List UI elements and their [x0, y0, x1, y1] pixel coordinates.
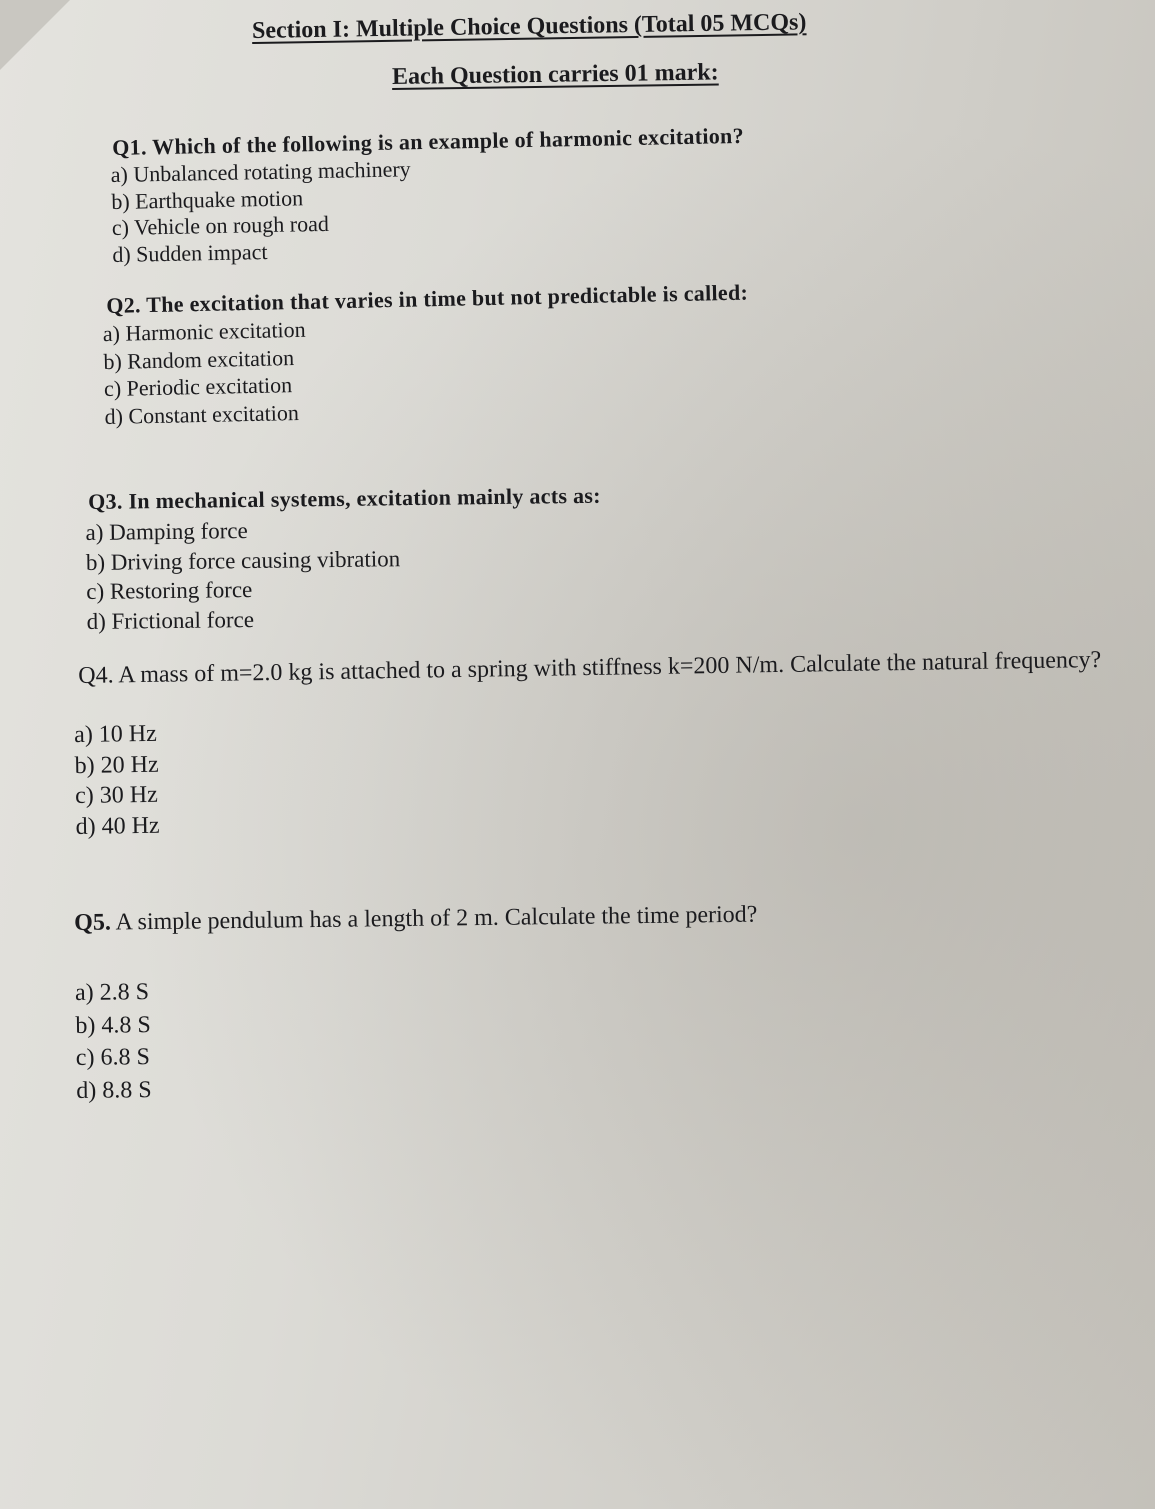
option-a: a) 10 Hz	[73, 720, 158, 749]
marks-note: Each Question carries 01 mark:	[391, 59, 719, 90]
option-d: d) Sudden impact	[112, 238, 268, 267]
question-1	[112, 122, 746, 268]
option-a: a) Harmonic excitation	[102, 316, 306, 347]
question-text: Q4. A mass of m=2.0 kg is attached to a spring with stiffness k=200 N/m. Calculate the natural frequency?	[78, 646, 1102, 689]
option-c: c) 30 Hz	[74, 781, 158, 810]
question-number: Q5.	[74, 909, 112, 936]
question-3	[85, 482, 602, 636]
options-list	[102, 307, 751, 430]
option-a: a) Unbalanced rotating machinery	[110, 156, 411, 188]
option-c: c) Restoring force	[86, 577, 253, 605]
question-5	[74, 899, 760, 1107]
options-list	[75, 969, 760, 1107]
option-d: d) Frictional force	[86, 606, 255, 634]
option-c: c) Periodic excitation	[103, 372, 293, 402]
section-title: Section I: Multiple Choice Questions (Total 05 MCQs)	[251, 9, 807, 44]
question-text: Q3. In mechanical systems, excitation mainly acts as:	[88, 482, 601, 514]
option-b: b) Random excitation	[103, 344, 295, 374]
question-4	[73, 643, 1151, 842]
option-b: b) Earthquake motion	[111, 184, 304, 214]
question-text-line	[74, 899, 758, 939]
option-b: b) 20 Hz	[74, 751, 159, 779]
options-list	[85, 512, 602, 636]
option-c: c) Vehicle on rough road	[111, 210, 330, 241]
option-b: b) 4.8 S	[75, 1011, 151, 1039]
option-d: d) 40 Hz	[75, 812, 160, 840]
option-d: d) 8.8 S	[76, 1076, 152, 1104]
question-text: A simple pendulum has a length of 2 m. Calculate the time period?	[110, 901, 758, 936]
option-d: d) Constant excitation	[104, 399, 300, 429]
question-2	[102, 279, 751, 430]
options-list	[110, 150, 747, 268]
option-b: b) Driving force causing vibration	[85, 545, 401, 575]
option-a: a) Damping force	[85, 518, 248, 546]
question-text: Q2. The excitation that varies in time but not predictable is called:	[106, 279, 749, 318]
option-c: c) 6.8 S	[75, 1044, 150, 1071]
page-corner-shadow	[0, 0, 70, 70]
question-text: Q1. Which of the following is an example of harmonic excitation?	[112, 122, 745, 160]
options-list	[73, 703, 1151, 842]
option-a: a) 2.8 S	[74, 979, 150, 1006]
